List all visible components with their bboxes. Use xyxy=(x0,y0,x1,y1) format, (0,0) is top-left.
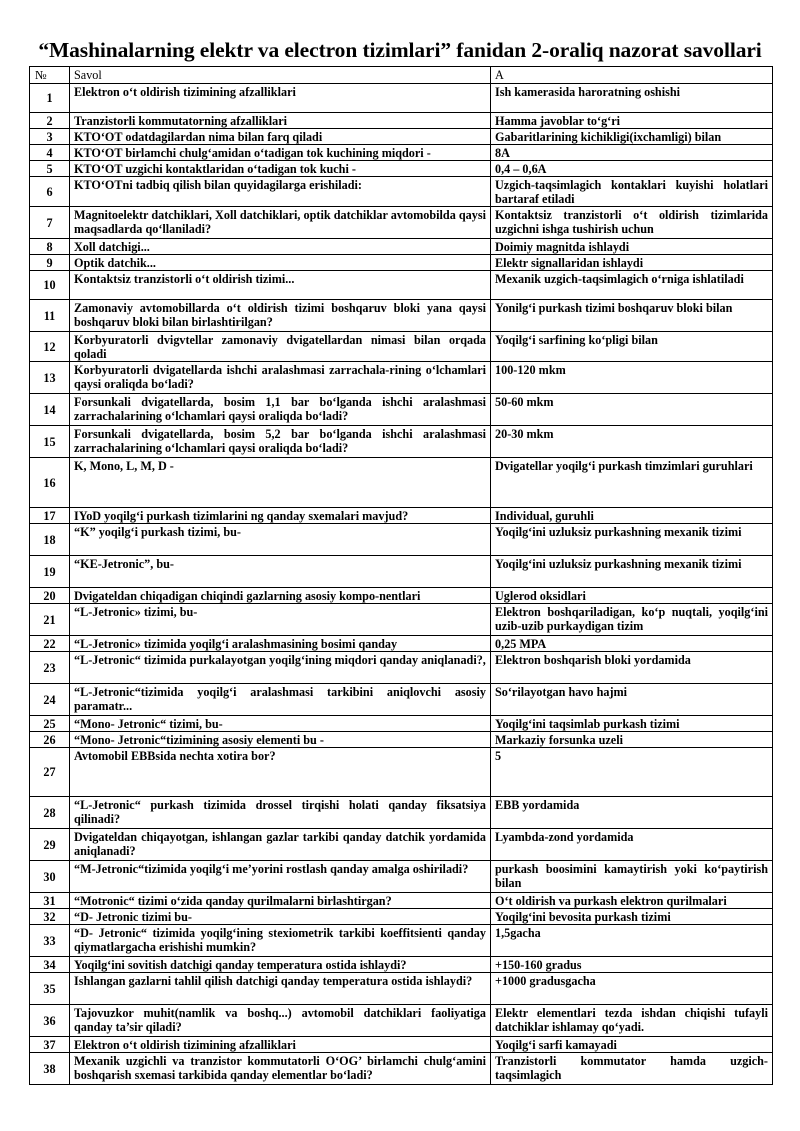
table-row xyxy=(30,508,773,524)
table-row xyxy=(30,84,773,113)
row-answer: Elektron boshqarish bloki yordamida xyxy=(491,652,773,684)
row-answer: Elektron boshqariladigan, ko‘p nuqtali, yoqilg‘ini uzib-uzib purkaydigan tizim xyxy=(491,604,773,636)
row-number: 3 xyxy=(30,129,70,145)
table-row xyxy=(30,113,773,129)
row-answer: Ish kamerasida haroratning oshishi xyxy=(491,84,773,113)
row-number: 5 xyxy=(30,161,70,177)
row-number: 30 xyxy=(30,861,70,893)
row-answer: O‘t oldirish va purkash elektron qurilmalari xyxy=(491,893,773,909)
row-answer: 0,4 – 0,6A xyxy=(491,161,773,177)
row-number: 29 xyxy=(30,829,70,861)
row-answer: Mexanik uzgich-taqsimlagich o‘rniga ishlatiladi xyxy=(491,271,773,300)
table-row xyxy=(30,925,773,957)
row-answer: +1000 gradusgacha xyxy=(491,973,773,1005)
row-number: 26 xyxy=(30,732,70,748)
table-header-row xyxy=(30,67,773,84)
table-row xyxy=(30,145,773,161)
row-answer: 5 xyxy=(491,748,773,797)
row-number: 34 xyxy=(30,957,70,973)
row-question: “L-Jetronic“ purkash tizimida drossel tirqishi holati qanday fiksatsiya qilinadi? xyxy=(70,797,491,829)
row-answer: Uzgich-taqsimlagich kontaklari kuyishi holatlari bartaraf etiladi xyxy=(491,177,773,207)
table-row xyxy=(30,239,773,255)
row-question: Dvigateldan chiqayotgan, ishlangan gazlar tarkibi qanday datchik yordamida aniqlanadi? xyxy=(70,829,491,861)
row-number: 38 xyxy=(30,1053,70,1085)
table-row xyxy=(30,732,773,748)
table-row xyxy=(30,588,773,604)
table-row xyxy=(30,271,773,300)
row-question: “M-Jetronic“tizimida yoqilg‘i me’yorini rostlash qanday amalga oshiriladi? xyxy=(70,861,491,893)
row-number: 36 xyxy=(30,1005,70,1037)
row-answer: Yoqilg‘ini uzluksiz purkashning mexanik tizimi xyxy=(491,524,773,556)
row-question: KTO‘OT odatdagilardan nima bilan farq qiladi xyxy=(70,129,491,145)
table-row xyxy=(30,861,773,893)
row-answer: Yoqilg‘ini taqsimlab purkash tizimi xyxy=(491,716,773,732)
row-number: 35 xyxy=(30,973,70,1005)
row-question: K, Mono, L, M, D - xyxy=(70,458,491,508)
table-row xyxy=(30,829,773,861)
row-question: KTO‘OTni tadbiq qilish bilan quyidagilarga erishiladi: xyxy=(70,177,491,207)
table-row xyxy=(30,300,773,332)
row-question: Korbyuratorli dvigvtellar zamonaviy dvigatellardan nimasi bilan orqada qoladi xyxy=(70,332,491,362)
row-question: “D- Jetronic tizimi bu- xyxy=(70,909,491,925)
row-number: 23 xyxy=(30,652,70,684)
row-number: 17 xyxy=(30,508,70,524)
row-question: Yoqilg‘ini sovitish datchigi qanday temperatura ostida ishlaydi? xyxy=(70,957,491,973)
row-number: 1 xyxy=(30,84,70,113)
row-answer: Doimiy magnitda ishlaydi xyxy=(491,239,773,255)
table-row xyxy=(30,748,773,797)
table-row xyxy=(30,909,773,925)
table-row xyxy=(30,161,773,177)
row-answer: EBB yordamida xyxy=(491,797,773,829)
row-question: Dvigateldan chiqadigan chiqindi gazlarning asosiy kompo-nentlari xyxy=(70,588,491,604)
row-answer: 8A xyxy=(491,145,773,161)
table-row xyxy=(30,255,773,271)
row-question: Ishlangan gazlarni tahlil qilish datchigi qanday temperatura ostida ishlaydi? xyxy=(70,973,491,1005)
row-answer: Lyambda-zond yordamida xyxy=(491,829,773,861)
row-number: 37 xyxy=(30,1037,70,1053)
row-number: 27 xyxy=(30,748,70,797)
row-question: Korbyuratorli dvigatellarda ishchi aralashmasi zarrachala-rining o‘lchamlari qaysi oraliqda bo‘ladi? xyxy=(70,362,491,394)
table-row xyxy=(30,636,773,652)
row-question: “KE-Jetronic”, bu- xyxy=(70,556,491,588)
row-number: 28 xyxy=(30,797,70,829)
row-question: Elektron o‘t oldirish tizimining afzalliklari xyxy=(70,84,491,113)
row-question: Forsunkali dvigatellarda, bosim 5,2 bar bo‘lganda ishchi aralashmasi zarrachalarining o‘lchamlari qaysi oraliqda bo‘ladi? xyxy=(70,426,491,458)
table-row xyxy=(30,652,773,684)
table-row xyxy=(30,556,773,588)
row-question: Magnitoelektr datchiklari, Xoll datchiklari, optik datchiklar avtomobilda qaysi maqsadlarda qo‘llaniladi? xyxy=(70,207,491,239)
row-number: 15 xyxy=(30,426,70,458)
row-question: Zamonaviy avtomobillarda o‘t oldirish tizimi boshqaruv bloki yana qaysi boshqaruv bloki bilan birlashtirilgan? xyxy=(70,300,491,332)
row-number: 18 xyxy=(30,524,70,556)
row-number: 6 xyxy=(30,177,70,207)
row-answer: 1,5gacha xyxy=(491,925,773,957)
questions-table xyxy=(29,66,773,1085)
table-row xyxy=(30,177,773,207)
row-number: 22 xyxy=(30,636,70,652)
row-answer: 100-120 mkm xyxy=(491,362,773,394)
table-row xyxy=(30,957,773,973)
row-number: 13 xyxy=(30,362,70,394)
row-answer: 20-30 mkm xyxy=(491,426,773,458)
row-number: 20 xyxy=(30,588,70,604)
row-answer: Yoqilg‘i sarfi kamayadi xyxy=(491,1037,773,1053)
row-number: 14 xyxy=(30,394,70,426)
table-row xyxy=(30,716,773,732)
table-row xyxy=(30,207,773,239)
row-question: “L-Jetronic“ tizimida purkalayotgan yoqilg‘ining miqdori qanday aniqlanadi?, xyxy=(70,652,491,684)
row-answer: Yoqilg‘i sarfining ko‘pligi bilan xyxy=(491,332,773,362)
row-answer: Yonilg‘i purkash tizimi boshqaruv bloki bilan xyxy=(491,300,773,332)
table-row xyxy=(30,684,773,716)
row-question: “D- Jetronic“ tizimida yoqilg‘ining stexiometrik tarkibi koeffitsienti qanday qiymatlargacha erishishi mumkin? xyxy=(70,925,491,957)
table-row xyxy=(30,604,773,636)
row-question: Tranzistorli kommutatorning afzalliklari xyxy=(70,113,491,129)
table-row xyxy=(30,129,773,145)
row-number: 32 xyxy=(30,909,70,925)
row-question: Mexanik uzgichli va tranzistor kommutatorli O‘OG’ birlamchi chulg‘amini boshqarish sxemasi tarkibida qanday elementlar bo‘ladi? xyxy=(70,1053,491,1085)
row-answer: Tranzistorli kommutator hamda uzgich-taqsimlagich xyxy=(491,1053,773,1085)
table-row xyxy=(30,362,773,394)
row-question: Avtomobil EBBsida nechta xotira bor? xyxy=(70,748,491,797)
row-question: Optik datchik... xyxy=(70,255,491,271)
row-number: 10 xyxy=(30,271,70,300)
row-number: 12 xyxy=(30,332,70,362)
row-question: “L-Jetronic» tizimida yoqilg‘i aralashmasining bosimi qanday xyxy=(70,636,491,652)
table-row xyxy=(30,797,773,829)
table-row xyxy=(30,394,773,426)
table-row xyxy=(30,1037,773,1053)
header-answer: A xyxy=(491,67,773,84)
row-answer: purkash boosimini kamaytirish yoki ko‘paytirish bilan xyxy=(491,861,773,893)
row-answer: Dvigatellar yoqilg‘i purkash timzimlari guruhlari xyxy=(491,458,773,508)
table-row xyxy=(30,1053,773,1085)
row-question: KTO‘OT birlamchi chulg‘amidan o‘tadigan tok kuchining miqdori - xyxy=(70,145,491,161)
row-answer: Yoqilg‘ini bevosita purkash tizimi xyxy=(491,909,773,925)
row-question: Elektron o‘t oldirish tizimining afzalliklari xyxy=(70,1037,491,1053)
row-answer: Gabaritlarining kichikligi(ixchamligi) bilan xyxy=(491,129,773,145)
row-answer: Uglerod oksidlari xyxy=(491,588,773,604)
table-row xyxy=(30,458,773,508)
row-question: Xoll datchigi... xyxy=(70,239,491,255)
table-row xyxy=(30,426,773,458)
row-question: “Motronic“ tizimi o‘zida qanday qurilmalarni birlashtirgan? xyxy=(70,893,491,909)
row-answer: Kontaktsiz tranzistorli o‘t oldirish tizimlarida uzgichni ishga tushirish uchun xyxy=(491,207,773,239)
row-number: 24 xyxy=(30,684,70,716)
row-number: 21 xyxy=(30,604,70,636)
row-answer: Elektr elementlari tezda ishdan chiqishi tufayli datchiklar ishlamay qo‘yadi. xyxy=(491,1005,773,1037)
row-number: 7 xyxy=(30,207,70,239)
header-number: № xyxy=(30,67,70,84)
row-question: “K” yoqilg‘i purkash tizimi, bu- xyxy=(70,524,491,556)
row-answer: 0,25 MPA xyxy=(491,636,773,652)
row-answer: Markaziy forsunka uzeli xyxy=(491,732,773,748)
row-number: 31 xyxy=(30,893,70,909)
row-number: 8 xyxy=(30,239,70,255)
row-number: 11 xyxy=(30,300,70,332)
row-number: 19 xyxy=(30,556,70,588)
row-number: 4 xyxy=(30,145,70,161)
table-row xyxy=(30,524,773,556)
row-answer: Elektr signallaridan ishlaydi xyxy=(491,255,773,271)
row-answer: So‘rilayotgan havo hajmi xyxy=(491,684,773,716)
row-number: 16 xyxy=(30,458,70,508)
row-question: Forsunkali dvigatellarda, bosim 1,1 bar bo‘lganda ishchi aralashmasi zarrachalarining o‘lchamlari qaysi oraliqda bo‘ladi? xyxy=(70,394,491,426)
row-question: Kontaktsiz tranzistorli o‘t oldirish tizimi... xyxy=(70,271,491,300)
row-answer: +150-160 gradus xyxy=(491,957,773,973)
table-row xyxy=(30,973,773,1005)
table-row xyxy=(30,893,773,909)
row-answer: Hamma javoblar to‘g‘ri xyxy=(491,113,773,129)
table-row xyxy=(30,1005,773,1037)
row-question: “L-Jetronic“tizimida yoqilg‘i aralashmasi tarkibini aniqlovchi asosiy paramatr... xyxy=(70,684,491,716)
header-question: Savol xyxy=(70,67,491,84)
table-row xyxy=(30,332,773,362)
row-question: Tajovuzkor muhit(namlik va boshq...) avtomobil datchiklari faoliyatiga qanday ta’sir qiladi? xyxy=(70,1005,491,1037)
row-answer: 50-60 mkm xyxy=(491,394,773,426)
row-number: 9 xyxy=(30,255,70,271)
row-question: “L-Jetronic» tizimi, bu- xyxy=(70,604,491,636)
row-question: “Mono- Jetronic“tizimining asosiy elementi bu - xyxy=(70,732,491,748)
row-question: KTO‘OT uzgichi kontaktlaridan o‘tadigan tok kuchi - xyxy=(70,161,491,177)
row-number: 33 xyxy=(30,925,70,957)
page-title: “Mashinalarning elektr va electron tizimlari” fanidan 2-oraliq nazorat savollari xyxy=(38,38,762,62)
row-question: “Mono- Jetronic“ tizimi, bu- xyxy=(70,716,491,732)
row-question: IYoD yoqilg‘i purkash tizimlarini ng qanday sxemalari mavjud? xyxy=(70,508,491,524)
row-number: 25 xyxy=(30,716,70,732)
row-number: 2 xyxy=(30,113,70,129)
row-answer: Individual, guruhli xyxy=(491,508,773,524)
row-answer: Yoqilg‘ini uzluksiz purkashning mexanik tizimi xyxy=(491,556,773,588)
